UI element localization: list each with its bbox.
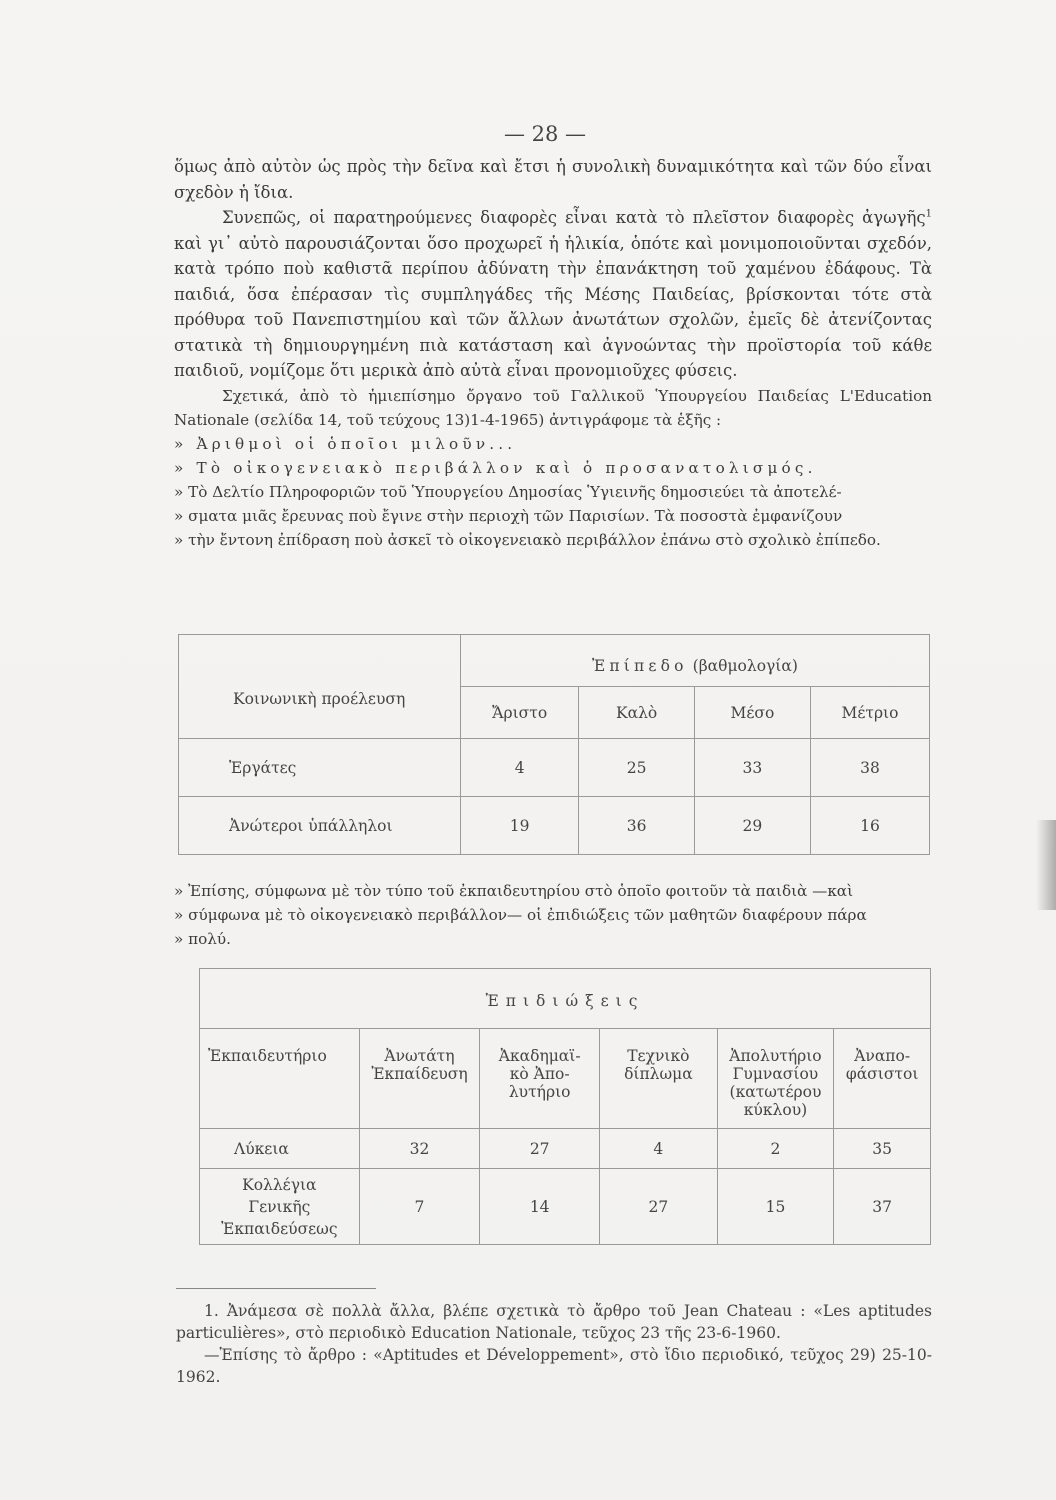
table2-col-line: φάσιστοι xyxy=(845,1065,919,1083)
quote-heading-1: » Ἀριθμοὶ οἱ ὁποῖοι μιλοῦν... xyxy=(174,434,517,453)
table2-col-line: κύκλου) xyxy=(743,1101,808,1119)
table-row xyxy=(179,739,930,797)
table1-cell: 38 xyxy=(810,739,929,797)
table2-col-line: δίπλωμα xyxy=(624,1065,693,1083)
quote-line-3: » Τὸ Δελτίο Πληροφοριῶν τοῦ Ὑπουργείου Δημοσίας Ὑγιεινῆς δημοσιεύει τὰ ἀποτελέ- xyxy=(174,482,842,501)
footnote-ref-1: 1 xyxy=(925,208,932,220)
table2-col-line: κὸ Ἀπο- xyxy=(509,1065,570,1083)
quote-line-7: » σύμφωνα μὲ τὸ οἰκογενειακὸ περιβάλλον— οἱ ἐπιδιώξεις τῶν μαθητῶν διαφέρουν πάρα xyxy=(174,906,867,924)
table1-row-label: Ἐργάτες xyxy=(179,739,461,797)
paragraph-2-rest: καὶ γι᾽ αὐτὸ παρουσιάζονται ὅσο προχωρεῖ ἡ ἡλικία, ὁπότε καὶ μονιμοποιοῦνται σχεδόν, κατὰ τρόπο ποὺ καθιστᾶ περίπου ἀδύνατη τὴν ἐπανάκτηση τοῦ χαμένου ἐδάφους. Τὰ παιδιά, ὅσα ἐπέρασαν τὶς συμπληγάδες τῆς Μέσης Παιδείας, βρίσκονται τότε στὰ πρόθυρα τοῦ Πανεπιστημίου καὶ τῶν ἄλλων ἀνωτάτων σχολῶν, ἐμεῖς δὲ ἀτενίζοντας στατικὰ τὴ δημιουργημένη πιὰ κατάσταση καὶ ἀγνοώντας τὴν προϊστορία τοῦ κάθε παιδιοῦ, νομίζομε ὅτι μερικὰ ἀπὸ αὐτὰ εἶναι προνομιοῦχες φύσεις. xyxy=(174,233,932,380)
body-text xyxy=(174,154,932,552)
table1-cell: 19 xyxy=(460,797,579,855)
table1-col-header: Μέτριο xyxy=(810,687,929,739)
footnote-2: —Ἐπίσης τὸ ἄρθρο : «Aptitudes et Développement», στὸ ἴδιο περιοδικό, τεῦχος 29) 25-10-1962. xyxy=(176,1346,932,1386)
table2-cell: 37 xyxy=(834,1169,931,1245)
paragraph-3: Σχετικά, ἀπὸ τὸ ἡμιεπίσημο ὄργανο τοῦ Γαλλικοῦ Ὑπουργείου Παιδείας L'Education Nationale (σελίδα 14, τοῦ τεύχους 13)1-4-1965) ἀντιγράφομε τὰ ἑξῆς : xyxy=(174,386,932,429)
footnote-divider xyxy=(176,1288,376,1289)
table1-cell: 29 xyxy=(694,797,810,855)
table1-col-header: Καλὸ xyxy=(579,687,694,739)
table2-cell: 14 xyxy=(480,1169,600,1245)
table2-col-line: Γυμνασίου xyxy=(732,1065,819,1083)
table2-col-line: λυτήριο xyxy=(508,1083,571,1101)
table2-group-header xyxy=(200,969,931,1029)
table2-cell: 27 xyxy=(600,1169,718,1245)
table1-cell: 4 xyxy=(460,739,579,797)
table2-row-label: Λύκεια xyxy=(200,1129,360,1169)
table2-cell: 4 xyxy=(600,1129,718,1169)
table2-cell: 7 xyxy=(359,1169,480,1245)
table2-col-header xyxy=(834,1029,931,1129)
table1-col-header: Ἄριστο xyxy=(460,687,579,739)
table2-col-header xyxy=(600,1029,718,1129)
table2-group-title: Ἐπιδιώξεις xyxy=(485,991,645,1010)
table2-row-label xyxy=(200,1169,360,1245)
quote-line-8: » πολύ. xyxy=(174,930,231,948)
page-number: — 28 — xyxy=(503,122,587,146)
table2-col-header xyxy=(717,1029,834,1129)
table1-cell: 33 xyxy=(694,739,810,797)
table-row xyxy=(200,1129,931,1169)
quote-line-4: » σματα μιᾶς ἔρευνας ποὺ ἔγινε στὴν περιοχὴ τῶν Παρισίων. Τὰ ποσοστὰ ἐμφανίζουν xyxy=(174,506,843,525)
table2-cell: 32 xyxy=(359,1129,480,1169)
table2-row-label-line: Γενικῆς xyxy=(248,1197,311,1216)
table2-row-label-line: Κολλέγια xyxy=(242,1175,317,1194)
table1-cell: 16 xyxy=(810,797,929,855)
table1-row-header: Κοινωνικὴ προέλευση xyxy=(179,635,461,739)
table2-row-label-line: Ἐκπαιδεύσεως xyxy=(221,1219,338,1238)
paragraph-2 xyxy=(174,205,932,384)
table2-col-header xyxy=(359,1029,480,1129)
binding-edge-shadow xyxy=(1036,820,1056,910)
footnote-1: 1. Ἀνάμεσα σὲ πολλὰ ἄλλα, βλέπε σχετικὰ τὸ ἄρθρο τοῦ Jean Chateau : «Les aptitudes particulières», στὸ περιοδικὸ Education Nationale, τεῦχος 23 τῆς 23-6-1960. xyxy=(176,1302,932,1342)
table1-cell: 36 xyxy=(579,797,694,855)
table2-col-line: Ἀπολυτήριο xyxy=(729,1047,822,1065)
table2-col-line: Ἀνωτάτη xyxy=(384,1047,455,1065)
paragraph-1-line-2: σχεδὸν ἡ ἴδια. xyxy=(174,182,294,202)
quote-line-5: » τὴν ἔντονη ἐπίδραση ποὺ ἀσκεῖ τὸ οἰκογενειακὸ περιβάλλον ἐπάνω στὸ σχολικὸ ἐπίπεδο. xyxy=(174,530,881,549)
table2-cell: 35 xyxy=(834,1129,931,1169)
quote-line-6: » Ἐπίσης, σύμφωνα μὲ τὸν τύπο τοῦ ἐκπαιδευτηρίου στὸ ὁποῖο φοιτοῦν τὰ παιδιὰ —καὶ xyxy=(174,882,854,900)
table1-row-label: Ἀνώτεροι ὑπάλληλοι xyxy=(179,797,461,855)
table2-row-header: Ἐκπαιδευτήριο xyxy=(200,1029,360,1129)
table2-col-line: Ἀκαδημαϊ- xyxy=(498,1047,581,1065)
table2-col-line: (κατωτέρου xyxy=(729,1083,822,1101)
table1-col-header: Μέσο xyxy=(694,687,810,739)
table2-cell: 15 xyxy=(717,1169,834,1245)
table-row xyxy=(179,797,930,855)
table2-col-line: Ἀναπο- xyxy=(854,1047,911,1065)
footnotes xyxy=(176,1300,932,1388)
table2-col-header xyxy=(480,1029,600,1129)
table1-group-header xyxy=(460,635,929,687)
table2-col-line: Τεχνικὸ xyxy=(627,1047,690,1065)
paragraph-2-start: Συνεπῶς, οἱ παρατηρούμενες διαφορὲς εἶναι κατὰ τὸ πλεῖστον διαφορὲς ἀγωγῆς xyxy=(222,208,926,227)
table2-col-line: Ἐκπαίδευση xyxy=(371,1065,468,1083)
table1-group-subtitle: (βαθμολογία) xyxy=(692,656,798,675)
paragraph-1-line-1: ὅμως ἀπὸ αὐτὸν ὡς πρὸς τὴν δεῖνα καὶ ἔτσι ἡ συνολικὴ δυναμικότητα καὶ τῶν δύο εἶναι xyxy=(174,157,932,176)
table1-group-title: Ἐπίπεδο xyxy=(591,656,688,675)
table2-cell: 2 xyxy=(717,1129,834,1169)
table-aspirations xyxy=(199,968,931,1245)
table-row xyxy=(200,1169,931,1245)
table-social-origin xyxy=(178,634,930,855)
table2-cell: 27 xyxy=(480,1129,600,1169)
table1-cell: 25 xyxy=(579,739,694,797)
quote-block-2 xyxy=(174,879,932,951)
quote-heading-2: » Τὸ οἰκογενειακὸ περιβάλλον καὶ ὁ προσανατολισμός. xyxy=(174,458,817,477)
